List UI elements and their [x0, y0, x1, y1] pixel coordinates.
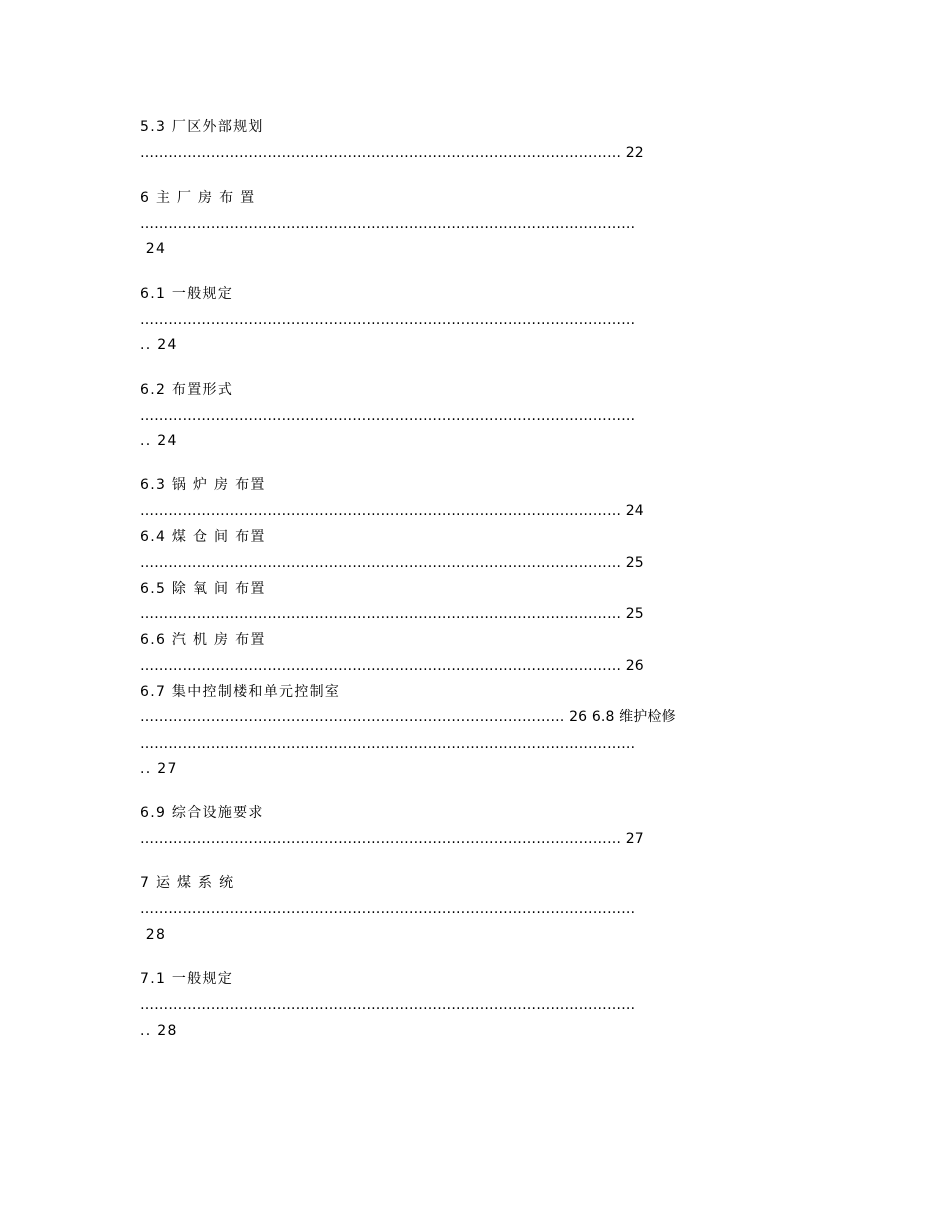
toc-leader-6-4: ………………………………………………………………………………………… 25	[140, 555, 644, 571]
toc-title-6[interactable]: 6 主 厂 房 布 置	[140, 190, 256, 206]
toc-leader-7-1: ……………………………………………………………………………………………	[140, 997, 636, 1013]
toc-leader-6-2: ……………………………………………………………………………………………	[140, 408, 636, 424]
toc-leader-6-7: ……………………………………………………………………………… 26 6.8 维护检修	[140, 709, 676, 725]
toc-title-7-1[interactable]: 7.1 一般规定	[140, 971, 234, 987]
toc-leader-6-1: ……………………………………………………………………………………………	[140, 312, 636, 328]
toc-leader-6-6: ………………………………………………………………………………………… 26	[140, 658, 644, 674]
toc-leader-6: ……………………………………………………………………………………………	[140, 216, 636, 232]
toc-title-7[interactable]: 7 运 煤 系 统	[140, 875, 235, 891]
toc-page-7-1: .. 28	[140, 1023, 178, 1039]
toc-title-6-1[interactable]: 6.1 一般规定	[140, 286, 234, 302]
toc-leader-7: ……………………………………………………………………………………………	[140, 901, 636, 917]
toc-leader-5-3: ………………………………………………………………………………………… 22	[140, 145, 644, 161]
toc-page-6-8: .. 27	[140, 761, 178, 777]
toc-title-6-3[interactable]: 6.3 锅 炉 房 布置	[140, 477, 266, 493]
toc-title-6-9[interactable]: 6.9 综合设施要求	[140, 805, 264, 821]
toc-leader-6-5: ………………………………………………………………………………………… 25	[140, 606, 644, 622]
toc-leader-6-3: ………………………………………………………………………………………… 24	[140, 503, 644, 519]
toc-page-6-2: .. 24	[140, 433, 178, 449]
toc-leader-6-8: ……………………………………………………………………………………………	[140, 736, 636, 752]
toc-title-6-2[interactable]: 6.2 布置形式	[140, 382, 234, 398]
toc-title-6-6[interactable]: 6.6 汽 机 房 布置	[140, 632, 266, 648]
toc-title-6-5[interactable]: 6.5 除 氧 间 布置	[140, 581, 266, 597]
toc-page-6-1: .. 24	[140, 337, 178, 353]
toc-page-6: 24	[140, 241, 167, 257]
toc-title-5-3[interactable]: 5.3 厂区外部规划	[140, 119, 264, 135]
toc-title-6-4[interactable]: 6.4 煤 仓 间 布置	[140, 529, 266, 545]
toc-page-7: 28	[140, 927, 167, 943]
toc-title-6-7[interactable]: 6.7 集中控制楼和单元控制室	[140, 684, 341, 700]
toc-leader-6-9: ………………………………………………………………………………………… 27	[140, 831, 644, 847]
